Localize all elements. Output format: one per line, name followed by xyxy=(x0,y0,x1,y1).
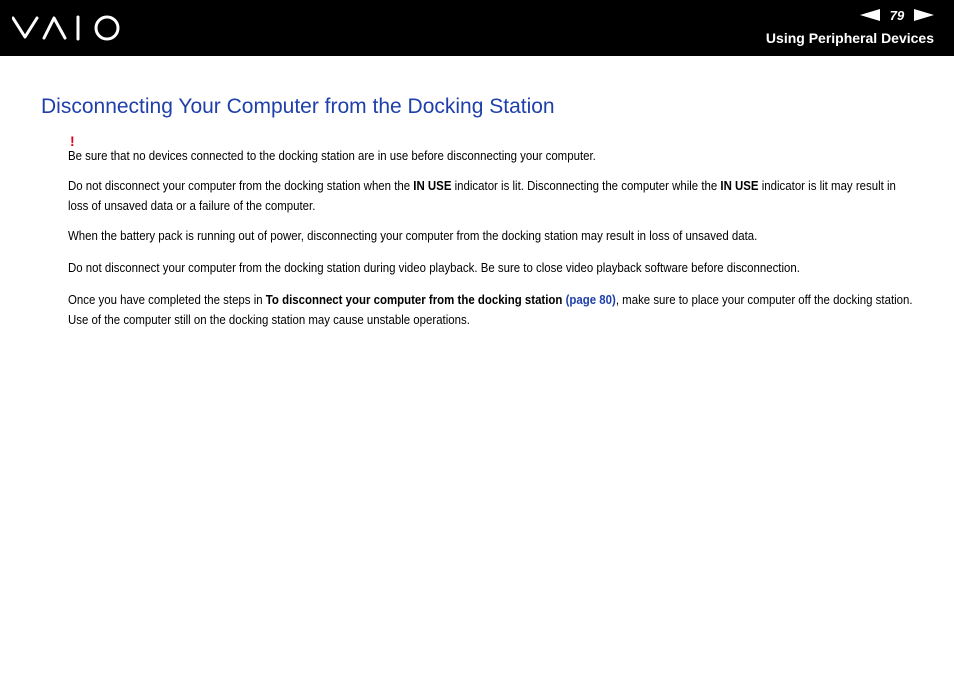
page-navigation xyxy=(860,7,934,23)
text: indicator is lit may result in loss of unsaved data or a failure of the computer. xyxy=(68,178,896,213)
paragraph-after-disconnect xyxy=(68,290,918,330)
paragraph-battery: When the battery pack is running out of power, disconnecting your computer from the docking station may result in loss of unsaved data. xyxy=(68,228,758,243)
in-use-label: IN USE xyxy=(720,178,759,193)
vaio-logo xyxy=(12,15,120,41)
text: , make sure to place your computer off the docking station. Use of the computer still on the docking station may cause unstable operations. xyxy=(68,292,913,327)
page-number: 79 xyxy=(889,7,905,23)
text: Do not disconnect your computer from the docking station when the xyxy=(68,178,414,193)
in-use-label: IN USE xyxy=(413,178,452,193)
previous-page-arrow-icon[interactable] xyxy=(860,9,880,21)
page-content xyxy=(68,134,918,330)
paragraph-video-playback: Do not disconnect your computer from the docking station during video playback. Be sure to close video playback software before disconnection. xyxy=(68,260,800,275)
warning-icon: ! xyxy=(70,133,75,149)
text: indicator is lit. Disconnecting the computer while the xyxy=(451,178,721,193)
paragraph-in-use-indicator xyxy=(68,176,918,216)
procedure-reference: To disconnect your computer from the docking station xyxy=(265,292,563,307)
page-title: Disconnecting Your Computer from the Docking Station xyxy=(41,95,555,118)
page-80-link[interactable]: (page 80) xyxy=(565,292,616,307)
section-title: Using Peripheral Devices xyxy=(765,30,934,46)
warning-note: Be sure that no devices connected to the docking station are in use before disconnecting your computer. xyxy=(68,148,596,163)
next-page-arrow-icon[interactable] xyxy=(914,9,934,21)
page-header xyxy=(0,0,954,56)
text: Once you have completed the steps in xyxy=(68,292,266,307)
